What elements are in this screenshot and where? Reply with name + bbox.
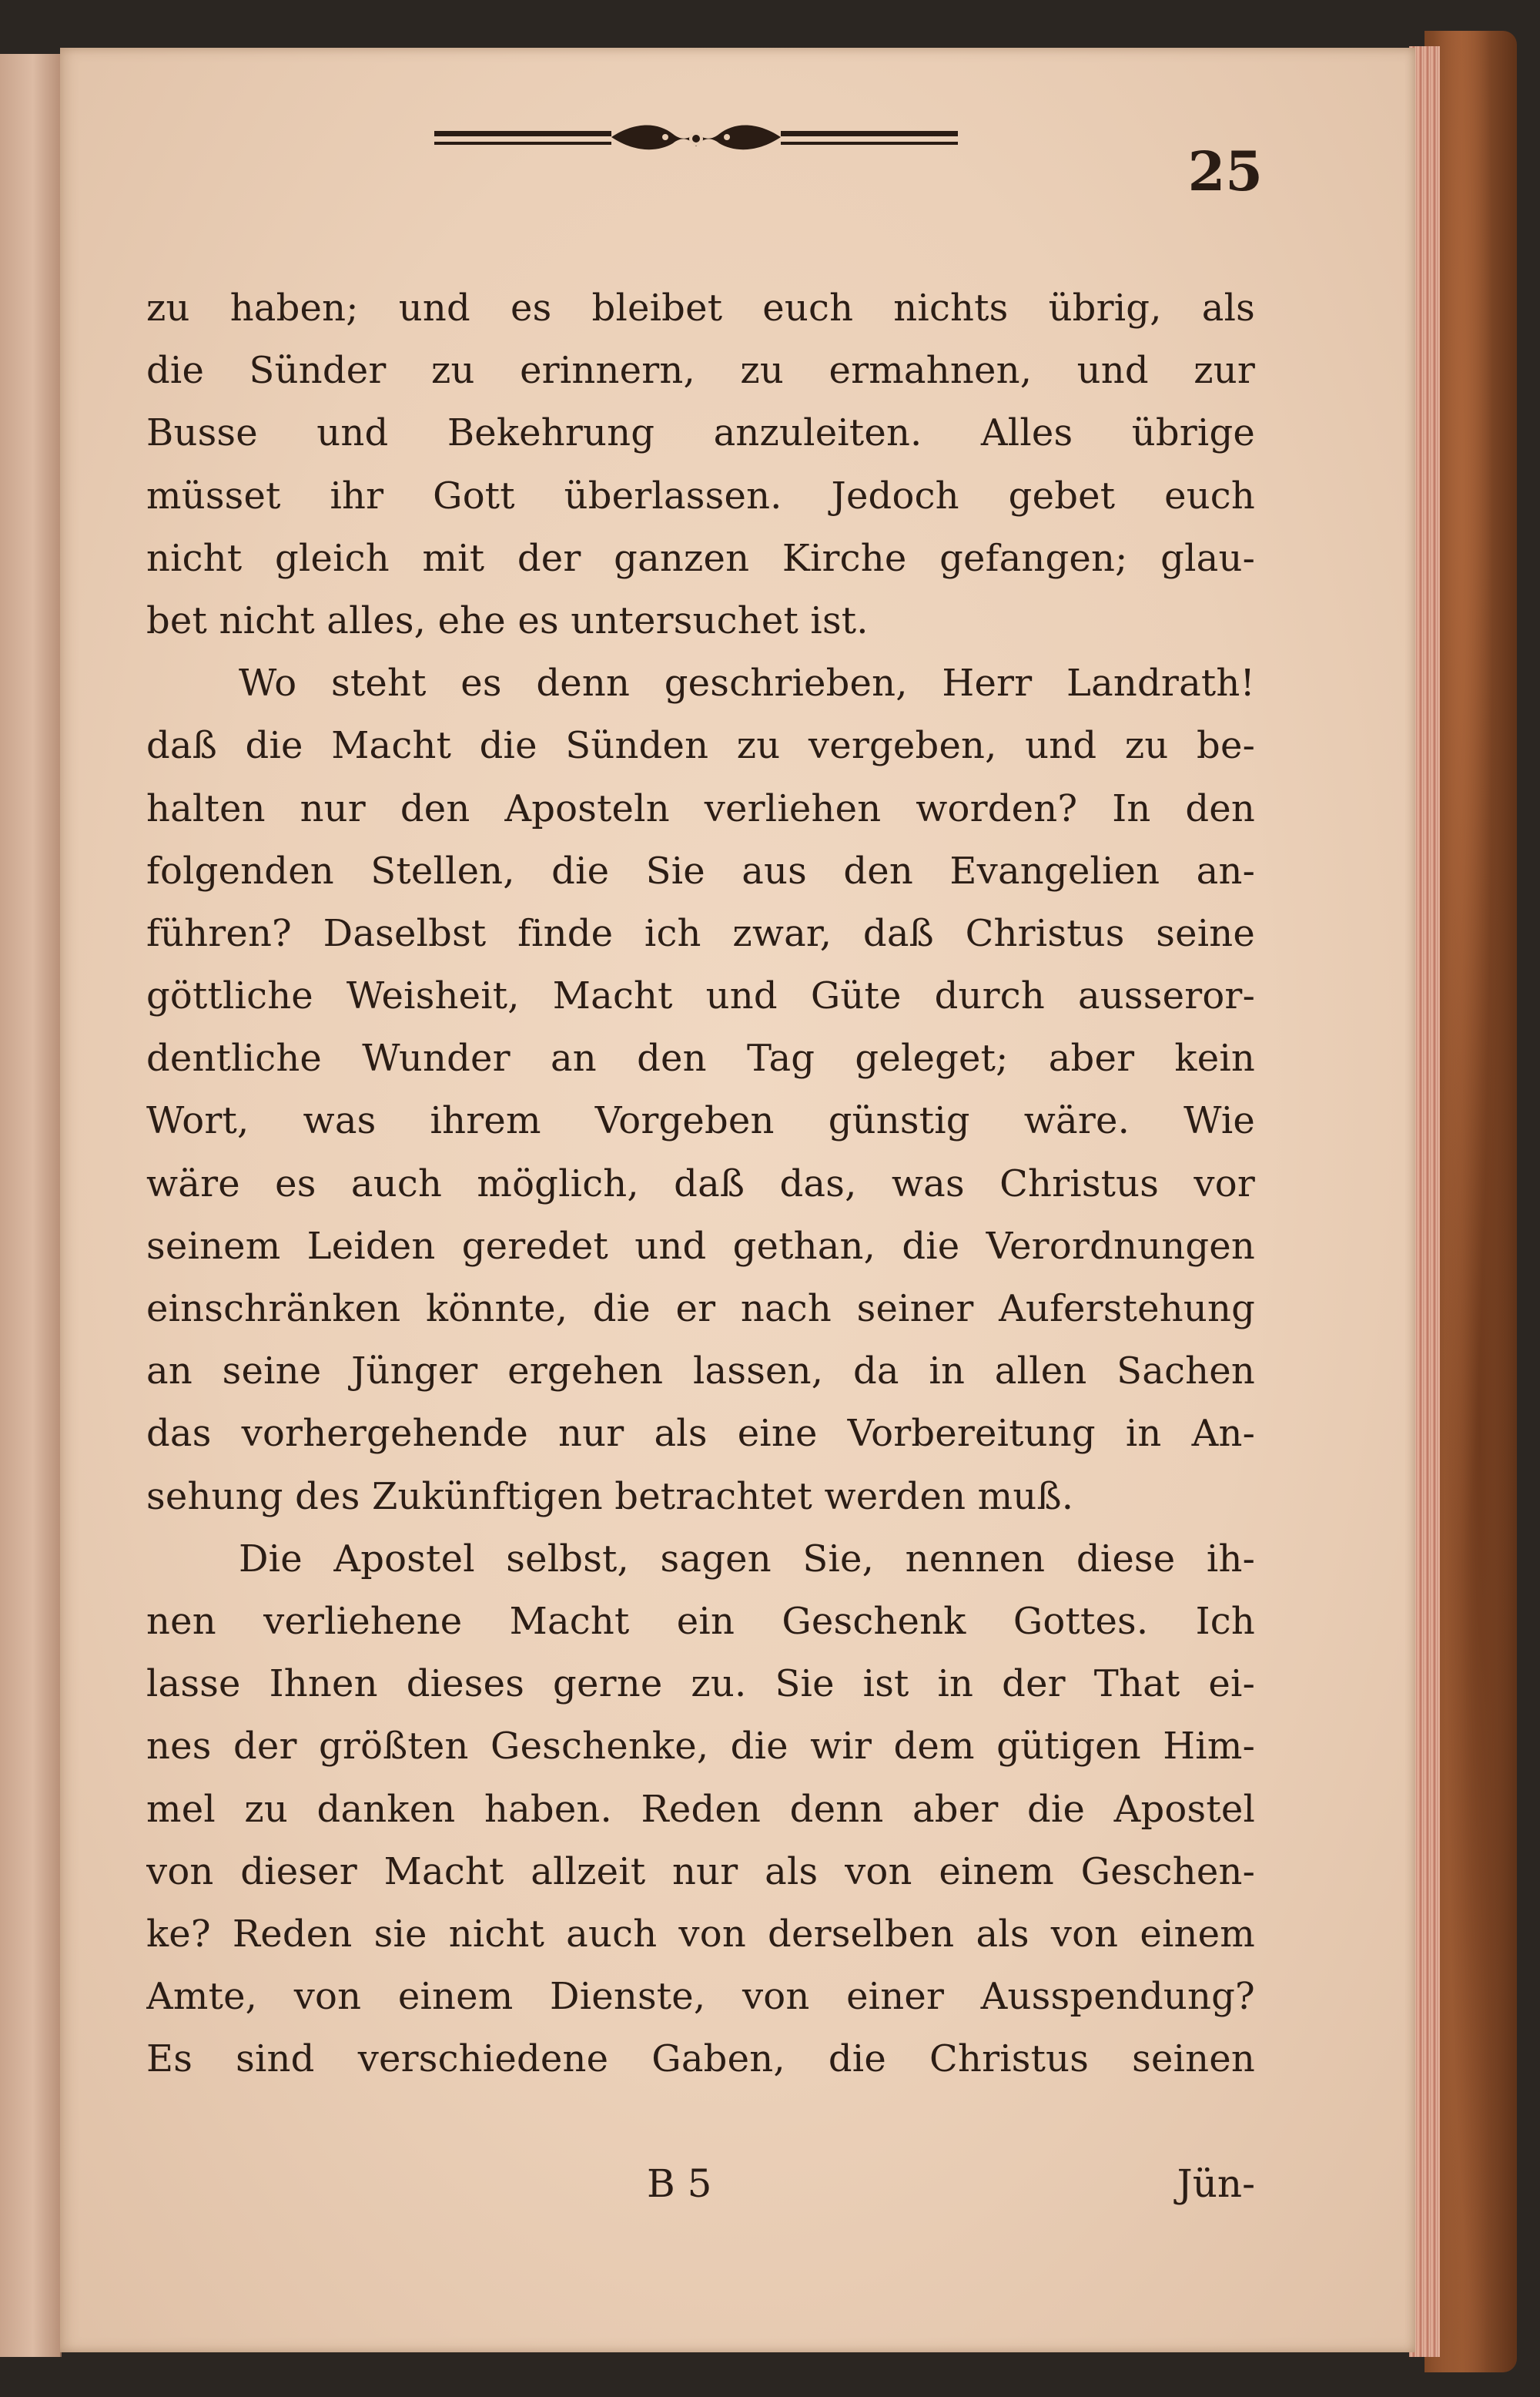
text-line: göttliche Weisheit, Macht und Güte durch ausseror- (146, 974, 1255, 1018)
text-line: nicht gleich mit der ganzen Kirche gefangen; glau- (146, 536, 1255, 580)
text-line: Wort, was ihrem Vorgeben günstig wäre. Wie (146, 1099, 1255, 1143)
page-footer (146, 2161, 1255, 2231)
body-text (146, 277, 1255, 2090)
paragraph (146, 1528, 1255, 2091)
paragraph (146, 652, 1255, 1528)
signature-mark: B 5 (647, 2161, 712, 2206)
text-line: Es sind verschiedene Gaben, die Christus seinen (146, 2037, 1255, 2081)
text-line: seinem Leiden geredet und gethan, die Verordnungen (146, 1224, 1255, 1268)
text-line: müsset ihr Gott überlassen. Jedoch gebet euch (146, 474, 1255, 518)
text-line: Busse und Bekehrung anzuleiten. Alles übrige (146, 411, 1255, 455)
text-line: lasse Ihnen dieses gerne zu. Sie ist in der That ei- (146, 1662, 1255, 1706)
text-line: führen? Daselbst finde ich zwar, daß Christus seine (146, 911, 1255, 955)
text-line: an seine Jünger ergehen lassen, da in allen Sachen (146, 1349, 1255, 1393)
text-line: mel zu danken haben. Reden denn aber die Apostel (146, 1787, 1255, 1831)
text-line: das vorhergehende nur als eine Vorbereitung in An- (146, 1412, 1255, 1456)
text-line: Die Apostel selbst, sagen Sie, nennen diese ih- (239, 1537, 1255, 1581)
ornament-headpiece (434, 114, 958, 163)
text-line: die Sünder zu erinnern, zu ermahnen, und zur (146, 349, 1255, 393)
page-number: 25 (1187, 139, 1263, 203)
text-line: zu haben; und es bleibet euch nichts übrig, als (146, 287, 1255, 330)
text-line: Wo steht es denn geschrieben, Herr Landrath! (239, 662, 1255, 706)
text-line: bet nicht alles, ehe es untersuchet ist. (146, 598, 869, 642)
text-line: sehung des Zukünftigen betrachtet werden muß. (146, 1474, 1074, 1518)
text-line: dentliche Wunder an den Tag geleget; aber kein (146, 1037, 1255, 1081)
text-line: daß die Macht die Sünden zu vergeben, und zu be- (146, 724, 1255, 768)
paragraph (146, 277, 1255, 652)
text-line: ke? Reden sie nicht auch von derselben als von einem (146, 1912, 1255, 1956)
previous-page-edge (0, 54, 62, 2357)
text-line: nes der größten Geschenke, die wir dem gütigen Him- (146, 1725, 1255, 1768)
text-line: von dieser Macht allzeit nur als von einem Geschen- (146, 1849, 1255, 1893)
text-line: einschränken könnte, die er nach seiner Auferstehung (146, 1287, 1255, 1330)
text-line: nen verliehene Macht ein Geschenk Gottes. Ich (146, 1599, 1255, 1643)
text-line: wäre es auch möglich, daß das, was Christus vor (146, 1162, 1255, 1205)
catchword: Jün- (1177, 2161, 1255, 2206)
text-line: folgenden Stellen, die Sie aus den Evangelien an- (146, 849, 1255, 893)
text-line: halten nur den Aposteln verliehen worden? In den (146, 786, 1255, 830)
text-line: Amte, von einem Dienste, von einer Ausspendung? (146, 1975, 1255, 2019)
